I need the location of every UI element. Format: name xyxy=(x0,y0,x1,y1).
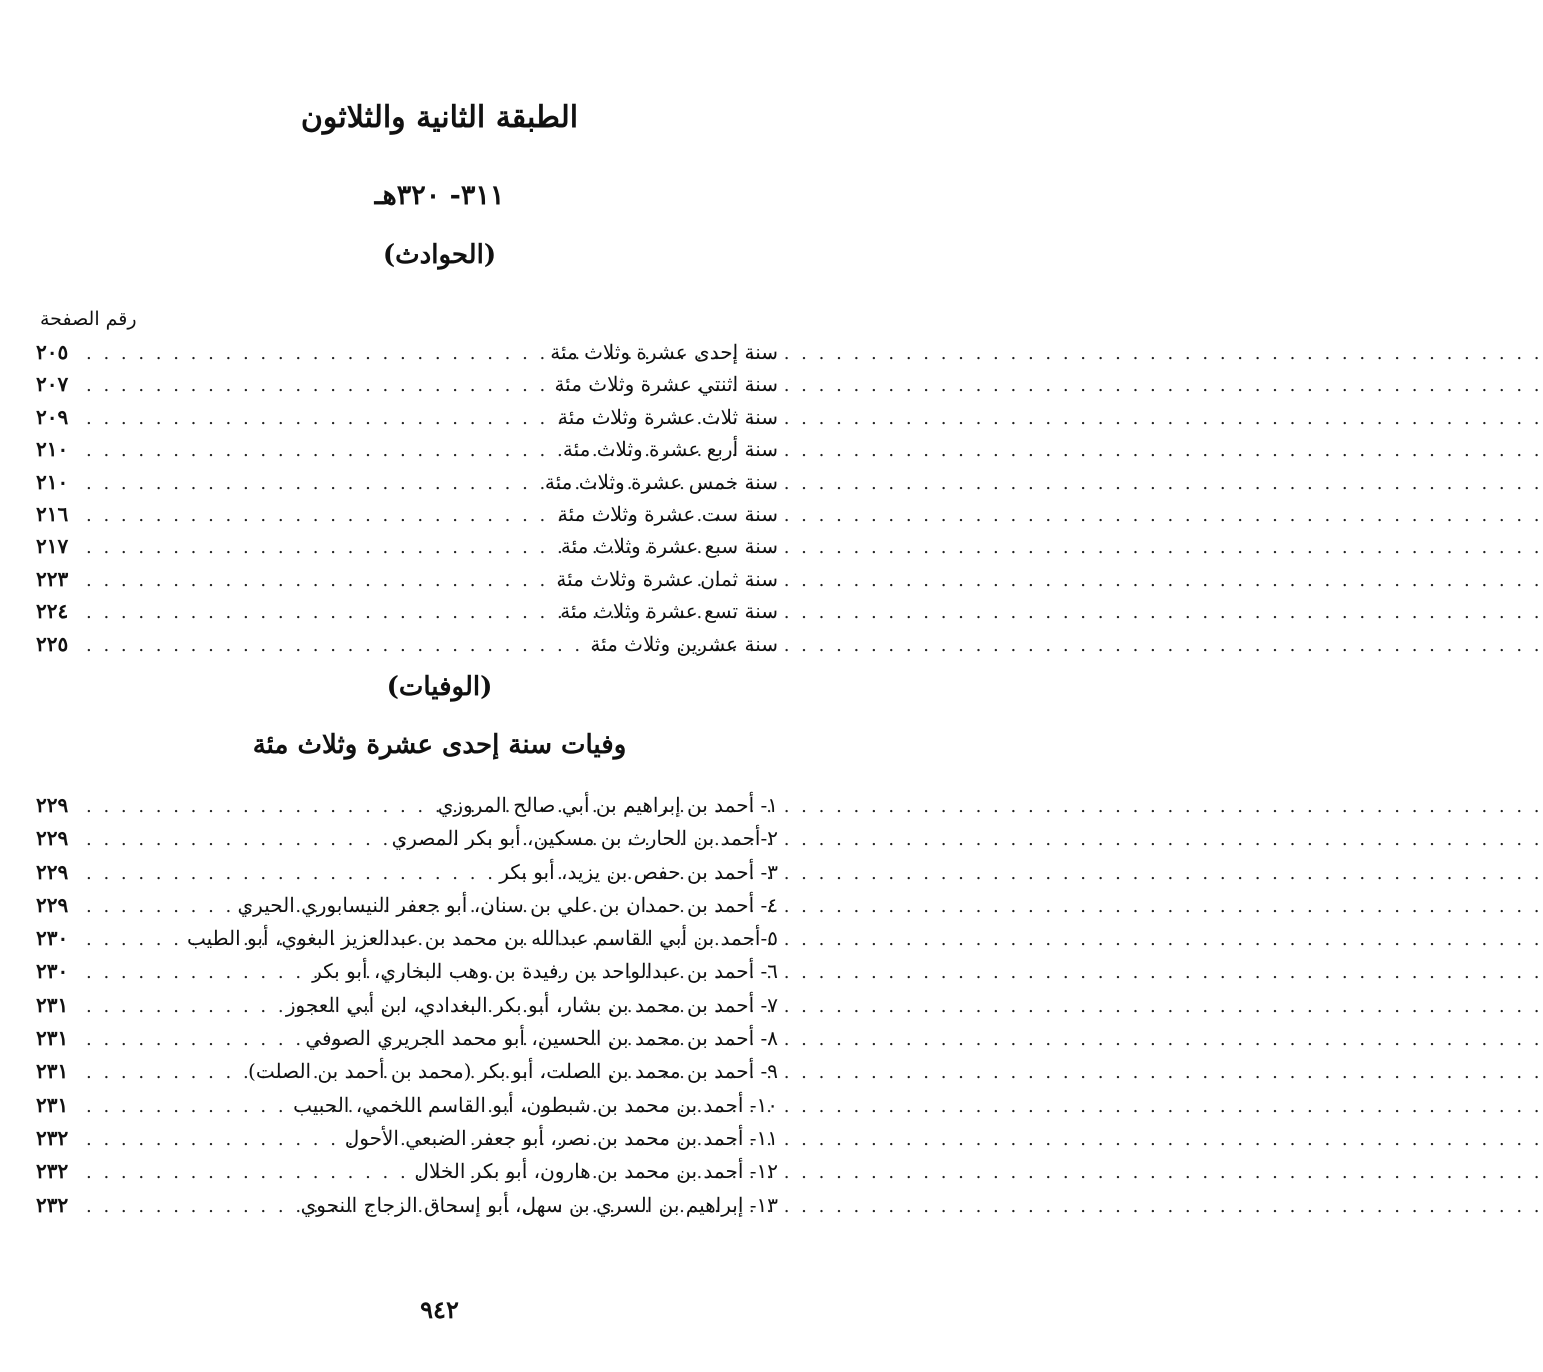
list-item xyxy=(36,1126,778,1159)
entry-label: ٥-أحمد بن أبي القاسم عبدالله بن محمد بن عبدالعزيز البغوي، أبو الطيب xyxy=(186,926,778,951)
list-item xyxy=(36,1026,778,1059)
list-item xyxy=(36,567,778,599)
entry-page-number: ٢٣٠ xyxy=(36,959,69,984)
hijri-year-range: ٣١١- ٣٢٠هـ xyxy=(374,180,505,211)
list-item xyxy=(36,632,778,664)
list-item xyxy=(36,793,778,826)
leader-dots xyxy=(86,829,386,850)
leader-dots xyxy=(86,1096,287,1117)
events-heading: (الحوادث) xyxy=(382,240,497,270)
list-item xyxy=(36,826,778,859)
entry-label: ١- أحمد بن إبراهيم بن أبي صالح المروزي xyxy=(437,793,778,817)
entry-label: ٩- أحمد بن محمد بن الصلت، أبو بكر (محمد بن أحمد بن الصلت) xyxy=(248,1059,778,1084)
entry-label: ٨- أحمد بن محمد بن الحسين، أبو محمد الجريري الصوفي xyxy=(305,1026,778,1051)
entry-page-number: ٢٢٩ xyxy=(36,859,69,884)
entry-page-number: ٢٣١ xyxy=(36,1026,69,1051)
entry-page-number: ٢٢٩ xyxy=(36,793,69,817)
entry-label: سنة إحدى عشرة وثلاث مئة xyxy=(550,340,778,364)
leader-dots xyxy=(86,1062,242,1083)
list-item xyxy=(36,470,778,502)
leader-dots xyxy=(86,1162,408,1183)
leader-dots xyxy=(86,896,232,917)
list-item xyxy=(36,1159,778,1192)
list-item xyxy=(36,372,778,404)
events-list xyxy=(36,340,778,664)
leader-dots xyxy=(86,635,584,656)
entry-label: ٦- أحمد بن عبدالواحد بن رفيدة بن وهب البخاري، أبو بكر xyxy=(312,959,778,984)
list-item xyxy=(36,860,778,893)
entry-page-number: ٢٢٤ xyxy=(36,599,69,624)
deaths-list xyxy=(36,793,778,1226)
entry-label: ٢-أحمد بن الحارث بن مسكين، أبو بكر المصري xyxy=(391,826,778,851)
entry-label: سنة ست عشرة وثلاث مئة xyxy=(557,501,778,526)
entry-label: ٣- أحمد بن حفص بن يزيد، أبو بكر xyxy=(499,859,778,884)
list-item xyxy=(36,893,778,926)
list-item xyxy=(36,1093,778,1126)
entry-page-number: ٢٢٩ xyxy=(36,892,69,917)
leader-dots xyxy=(86,1029,299,1050)
entry-page-number: ٢٢٩ xyxy=(36,826,69,851)
leader-dots xyxy=(86,1196,295,1217)
entry-page-number: ٢١٦ xyxy=(36,501,69,526)
page-column-label: رقم الصفحة xyxy=(40,308,137,330)
page-title: الطبقة الثانية والثلاثون xyxy=(300,100,579,135)
leader-dots xyxy=(86,473,539,494)
entry-label: سنة تسع عشرة وثلاث مئة xyxy=(560,599,778,624)
entry-page-number: ٢١٠ xyxy=(36,469,69,494)
list-item xyxy=(36,405,778,437)
leader-dots xyxy=(86,537,555,558)
leader-dots xyxy=(86,1129,339,1150)
entry-page-number: ٢٣٢ xyxy=(36,1125,69,1150)
leader-dots xyxy=(86,996,280,1017)
list-item xyxy=(36,437,778,469)
leader-dots xyxy=(86,343,544,364)
entry-page-number: ٢٣١ xyxy=(36,1092,69,1117)
leader-dots xyxy=(86,440,557,461)
entry-label: سنة أربع عشرة وثلاث مئة xyxy=(562,437,778,462)
entry-page-number: ٢٣١ xyxy=(36,1059,69,1084)
entry-page-number: ٢١٠ xyxy=(36,437,69,462)
leader-dots xyxy=(86,863,493,884)
entry-page-number: ٢٠٥ xyxy=(36,340,69,364)
leader-dots xyxy=(86,962,306,983)
leader-dots xyxy=(86,570,550,591)
entry-page-number: ٢١٧ xyxy=(36,534,69,559)
entry-label: ١٠- أحمد بن محمد بن شبطون، أبو القاسم اللخمي، الحبيب xyxy=(293,1092,778,1117)
entry-label: سنة اثنتي عشرة وثلاث مئة xyxy=(554,372,778,397)
deaths-heading: (الوفيات) xyxy=(386,672,493,702)
entry-label: سنة ثمان عشرة وثلاث مئة xyxy=(556,566,778,591)
leader-dots xyxy=(86,408,552,429)
entry-page-number: ٢٣١ xyxy=(36,992,69,1017)
list-item xyxy=(36,1059,778,1092)
list-item xyxy=(36,959,778,992)
list-item xyxy=(36,993,778,1026)
entry-page-number: ٢٠٩ xyxy=(36,404,69,429)
page-number: ٩٤٢ xyxy=(420,1295,459,1324)
list-item xyxy=(36,1193,778,1226)
list-item xyxy=(36,340,778,372)
entry-page-number: ٢٠٧ xyxy=(36,372,69,397)
entry-label: سنة ثلاث عشرة وثلاث مئة xyxy=(557,404,778,429)
entry-label: ٧- أحمد بن محمد بن بشار، أبو بكر البغدادي، ابن أبي العجوز xyxy=(285,992,778,1017)
entry-page-number: ٢٢٣ xyxy=(36,566,69,591)
entry-label: ١٣- إبراهيم بن السري بن سهل، أبو إسحاق الزجاج النحوي xyxy=(300,1192,778,1217)
deaths-year-heading: وفيات سنة إحدى عشرة وثلاث مئة xyxy=(252,730,627,760)
list-item xyxy=(36,926,778,959)
leader-dots xyxy=(86,602,554,623)
entry-label: ١١- أحمد بن محمد بن نصر، أبو جعفر الضبعي الأحول xyxy=(344,1125,778,1150)
entry-label: سنة سبع عشرة وثلاث مئة xyxy=(560,534,778,559)
leader-dots xyxy=(86,375,548,396)
entry-page-number: ٢٢٥ xyxy=(36,631,69,656)
leader-dots xyxy=(86,796,432,817)
list-item xyxy=(36,599,778,631)
entry-label: سنة خمس عشرة وثلاث مئة xyxy=(544,469,778,494)
entry-page-number: ٢٣٠ xyxy=(36,926,69,951)
leader-dots xyxy=(86,505,552,526)
entry-label: ١٢- أحمد بن محمد بن هارون، أبو بكر الخلال xyxy=(414,1159,778,1184)
entry-label: ٤- أحمد بن حمدان بن علي بن سنان، أبو جعفر النيسابوري الحيري xyxy=(237,892,778,917)
leader-dots xyxy=(86,929,181,950)
entry-page-number: ٢٣٢ xyxy=(36,1159,69,1184)
entry-page-number: ٢٣٢ xyxy=(36,1192,69,1217)
entry-label: سنة عشرين وثلاث مئة xyxy=(590,631,778,656)
list-item xyxy=(36,534,778,566)
list-item xyxy=(36,502,778,534)
